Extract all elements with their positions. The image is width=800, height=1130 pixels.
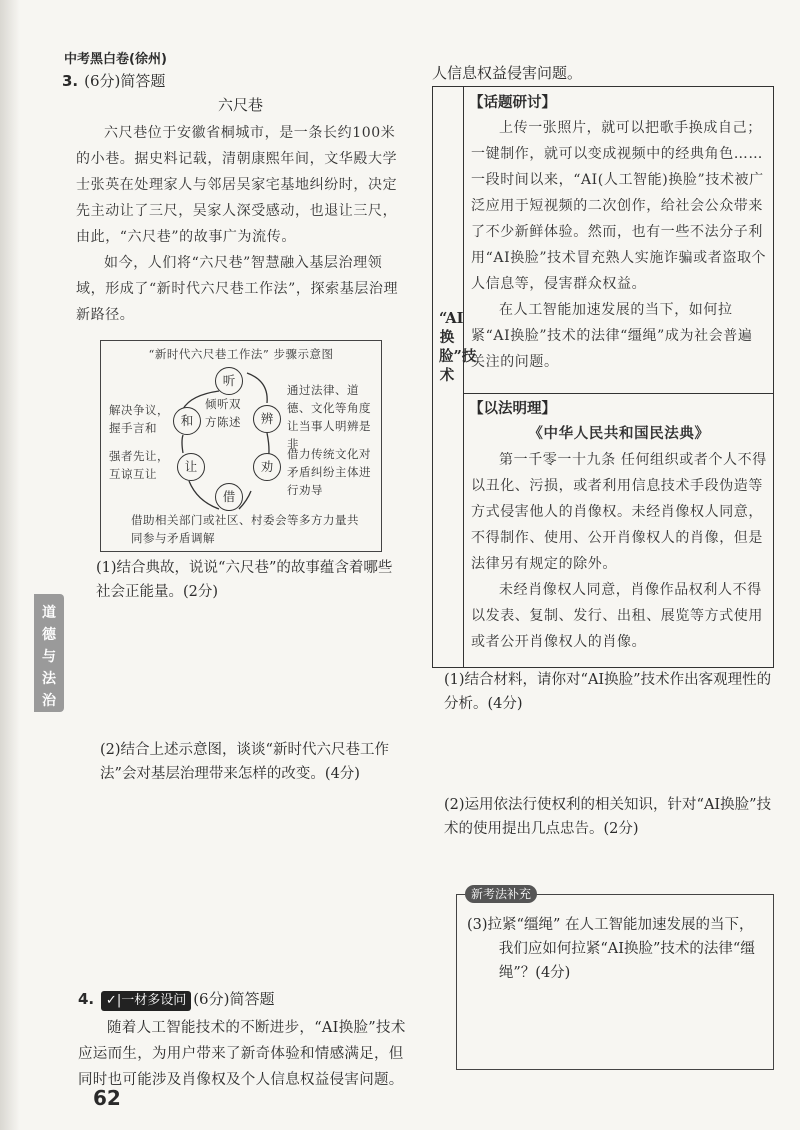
right-bottom-label: 借力传统文化对矛盾纠纷主体进行劝导 (287, 447, 371, 497)
topic-paragraph: 在人工智能加速发展的当下，如何拉紧“AI换脸”技术的法律“缰绳”成为社会普遍关注的问题。 (471, 302, 753, 370)
q4-heading (78, 988, 418, 1011)
left-bottom-label: 强者先让，互谅互让 (109, 449, 169, 481)
q3-heading (62, 70, 165, 91)
law-title: 《中华人民共和国民法典》 (528, 425, 710, 442)
node-persuade: 劝 (253, 453, 281, 481)
q4-sub3: (3)拉紧“缰绳” 在人工智能加速发展的当下，我们应如何拉紧“AI换脸”技术的法律“缰绳”？(4分) (467, 917, 755, 981)
node-yield: 让 (177, 453, 205, 481)
law-paragraph: 第一千零一十九条 任何组织或者个人不得以丑化、污损，或者利用信息技术手段伪造等方式侵害他人的肖像权。未经肖像权人同意，不得制作、使用、公开肖像权人的肖像，但是法律另有规定的除外。 (471, 452, 767, 572)
arrow-arc (182, 435, 183, 453)
diagram-title: “新时代六尺巷工作法” 步骤示意图 (148, 347, 334, 361)
q4-intro: 随着人工智能技术的不断进步，“AI换脸”技术应运而生，为用户带来了新奇体验和情感满足，但同时也可能涉及肖像权及个人信息权益侵害问题。 (78, 1020, 406, 1088)
q4-score-type: (6分)简答题 (193, 990, 275, 1008)
supplement-box (456, 887, 774, 1070)
law-explanation (463, 393, 773, 667)
law-body (471, 421, 767, 655)
q4-sub1: (1)结合材料，请你对“AI换脸”技术作出客观理性的分析。(4分) (444, 672, 772, 712)
q3-sub1: (1)结合典故，说说“六尺巷”的故事蕴含着哪些社会正能量。(2分) (96, 560, 393, 600)
node-borrow: 借 (215, 483, 243, 511)
page-number: 62 (93, 1086, 121, 1110)
story-title: 六尺巷 (218, 96, 264, 114)
book-title: 中考黑白卷(徐州) (64, 52, 167, 67)
story-paragraph: 六尺巷位于安徽省桐城市，是一条长约100米的小巷。据史料记载，清朝康熙年间，文华殿大学士张英在处理家人与邻居吴家宅基地纠纷时，决定先主动让了三尺，吴家人深受感动，也退让三尺，由此，“六尺巷”的故事广为流传。 (76, 125, 398, 245)
topic-paragraph: 上传一张照片，就可以把歌手换成自己；一键制作，就可以变成视频中的经典角色……一段时间以来，“AI(人工智能)换脸”技术被广泛应用于短视频的二次创作，给社会公众带来了不少新鲜体验。然而，也有一些不法分子利用“AI换脸”技术冒充熟人实施诈骗或者盗取个人信息等，侵害群众权益。 (471, 120, 767, 292)
topic-discussion (463, 87, 773, 394)
right-top-label: 通过法律、道德、文化等角度让当事人明辨是非 (287, 383, 371, 451)
material-box (432, 86, 774, 668)
node-harmony: 和 (173, 407, 201, 435)
node-listen: 听 (215, 367, 243, 395)
supplement-badge: 新考法补充 (465, 885, 537, 903)
q3-number: 3. (62, 72, 79, 90)
law-heading: 【以法明理】 (469, 400, 556, 417)
q4-block (78, 988, 418, 1093)
q4-sub2: (2)运用依法行使权利的相关知识，针对“AI换脸”技术的使用提出几点忠告。(2分) (444, 797, 772, 837)
material-side-label (433, 87, 477, 667)
topic-body (471, 115, 767, 375)
q3-sub2: (2)结合上述示意图，谈谈“新时代六尺巷工作法”会对基层治理带来怎样的改变。(4分) (100, 742, 389, 782)
node-distinguish: 辨 (253, 405, 281, 433)
subject-tab-label: 道德与法治 (42, 605, 56, 709)
q4-number: 4. (78, 990, 95, 1008)
supplement-question (467, 913, 763, 985)
q3-score-type: (6分)简答题 (84, 72, 166, 90)
bottom-label: 借助相关部门或社区、村委会等多方力量共同参与矛盾调解 (131, 513, 359, 545)
subject-tab (34, 594, 64, 712)
law-paragraph: 未经肖像权人同意，肖像作品权利人不得以发表、复制、发行、出租、展览等方式使用或者公开肖像权人的肖像。 (471, 582, 763, 650)
story-text (76, 120, 404, 328)
side-label-text: “AI换脸”技术 (439, 310, 477, 384)
workflow-diagram (100, 340, 382, 552)
q4-intro-continued: 人信息权益侵害问题。 (432, 64, 583, 82)
one-material-badge: ✓|一材多设问 (101, 991, 191, 1011)
left-top-label: 解决争议，握手言和 (109, 403, 169, 435)
page-binding-shadow (0, 0, 20, 1130)
story-paragraph: 如今，人们将“六尺巷”智慧融入基层治理领域，形成了“新时代六尺巷工作法”，探索基层治理新路径。 (76, 255, 399, 323)
topic-heading: 【话题研讨】 (469, 94, 556, 111)
center-label: 倾听双方陈述 (205, 397, 241, 429)
